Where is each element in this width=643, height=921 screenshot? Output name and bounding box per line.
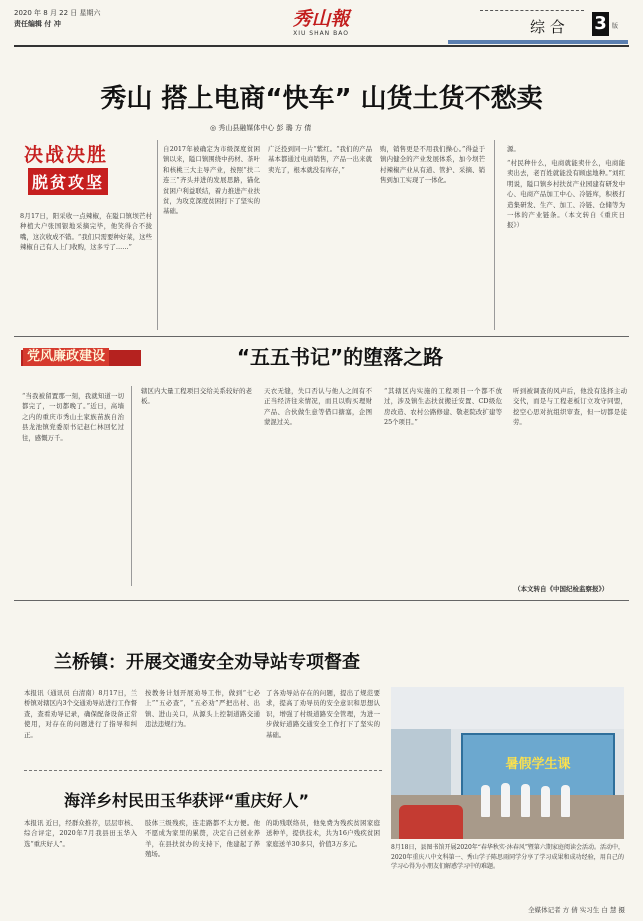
photo-banner-text: 暑假学生课	[505, 757, 571, 772]
lead-col-5-head: 源。	[507, 145, 520, 153]
issue-date: 2020 年 8 月 22 日 星期六	[14, 9, 101, 17]
page-suffix: 版	[612, 23, 619, 30]
second-col-4: “其辖区内实施的工程项目一个都不放过，涉及镇生态扶贫搬迁安置、CD级危房改造、农村公路修建、敬老院改扩建等25个项目。”	[384, 387, 502, 427]
party-tag-label: 党风廉政建设	[23, 348, 109, 366]
second-col-5: 听到被调查的风声后，他没有选择主动交代，而是与工程老板订立攻守同盟，挖空心思对抗组织审查，但一切都是徒劳。	[513, 387, 627, 427]
section-rule	[24, 770, 382, 772]
photo-ceiling	[391, 687, 624, 729]
fourth-col-3: 的助残联络员，他免费为残疾贫困家庭送种羊，提供技术，共为16户残疾贫困家庭送羊30多只，价值3万多元。	[266, 819, 380, 848]
photo-child	[561, 785, 570, 817]
section-rule	[14, 600, 629, 601]
section-name: 综 合	[530, 18, 565, 36]
newspaper-logo	[271, 8, 371, 37]
lead-byline: ◎ 秀山县融媒体中心 彭 璐 方 倩	[210, 124, 312, 132]
third-col-3: 了各劝导站存在的问题，提出了规范要求，提高了劝导员的安全意识和思想认识，增强了村级道路安全管理，为进一步做好道路交通安全工作打下了坚实的基础。	[266, 689, 380, 739]
banner-subtitle: 脱贫攻坚	[28, 168, 108, 195]
lead-col-4: 购，销售更是不用我们操心。”得益于镇内健全的产业发展体系，加今坝芒村辣椒产业从有道、管护、采摘、销售到加工实现了一体化。	[380, 145, 485, 185]
lead-divider	[494, 140, 495, 330]
lead-divider	[157, 140, 158, 330]
photo-credit: 全媒体记者 方 倩 实习生 白 慧 摄	[528, 906, 625, 914]
lead-headline: 秀山 搭上电商“快车” 山货土货不愁卖	[100, 84, 543, 114]
fourth-col-2: 肢体三级残疾，连走路都不太方便。他不愿成为家里的累赘，决定自己创业养羊，在县扶贫办的支持下，他建起了养殖场。	[145, 819, 260, 859]
third-col-2: 按教务计划开展劝导工作，做到“七必上”“五必查”，“五必劝”严把出村、出镇、进山关口，从源头上控制道路交通违法违规行为。	[145, 689, 260, 729]
photo-child	[521, 784, 530, 817]
lead-col-1: 8月17日，阳采收一点辣椒，在隘口镇坝芒村种植大户张国银地采摘完毕，他笑得合不拢嘴，这次收成不错。“我们只需要种好菜，这些辣椒自己有人上门收购，这多亏了……”	[20, 212, 152, 252]
second-source: （本文转自《中国纪检监察报》）	[514, 585, 609, 593]
section-rule	[480, 10, 584, 12]
section-rule	[14, 336, 629, 337]
section-accent-bar	[448, 40, 628, 44]
second-headline: “五五书记”的堕落之路	[236, 345, 444, 369]
third-headline: 兰桥镇：开展交通安全劝导站专项督查	[54, 652, 360, 673]
page-number: 3	[592, 12, 609, 36]
third-col-1: 本报讯（通讯员 白清南）8月17日，兰桥镇对辖区内3个交通劝导站进行工作督查，查看劝导记录，确保配备设备正常使用，对存在的问题进行了指导和纠正。	[24, 689, 137, 739]
photo-audience	[399, 805, 463, 839]
second-col-3: 天衣无缝，失口否认与他人之间有不正当经济往来情况，而且以购买理财产品、合伙做生意等借口搪塞，企图蒙混过关。	[264, 387, 372, 427]
logo-text: 秀山報	[292, 8, 350, 30]
event-photo	[391, 687, 624, 839]
fourth-col-1: 本报讯 近日，经群众推荐，层层审核、综合评定，2020年7月我县田玉华入选“重庆好人”。	[24, 819, 137, 848]
logo-pinyin: XIU SHAN BAO	[293, 30, 349, 37]
masthead-rule	[14, 45, 629, 47]
lead-col-3: 广泛投到同一片“紫红。“我们的产品基本都通过电商销售，产品一出来就卖光了，根本就没有库存，”	[268, 145, 372, 174]
second-col-1: “当我被留置那一刻，我就知道一切都完了，一切都晚了。”近日，高墙之内的重庆市秀山土家族苗族自治县龙池镇党委原书记赵仁林回忆过往，感慨万千。	[22, 392, 124, 442]
banner-title: 决战决胜	[24, 144, 109, 166]
editor-line: 责任编辑 付 冲	[14, 20, 61, 28]
photo-child	[501, 783, 510, 817]
party-tag	[21, 344, 141, 374]
lead-col-5: “村民种什么，电商就能卖什么，电商能卖出去，老百姓就能没有顾虑地种。”刘红明说，隘口镇乡村扶贫产业园建有研发中心、电商产品加工中心、冷链库，积极打造集研发、生产、加工、冷链、仓储等为一体的产业链条。（本文转自《重庆日报》）	[507, 159, 625, 230]
fourth-headline: 海洋乡村民田玉华获评“重庆好人”	[64, 791, 310, 810]
lead-col-2: 自2017年被确定为市级深度贫困镇以来，隘口镇围绕中药材、茶叶和核桃三大主导产业，按照“扶二连三”齐头并进的发展思路，锚化贫困户利益联结，着力推进产业扶贫，为攻克深度贫困打下了坚实的基础。	[163, 145, 260, 216]
photo-caption: 8月18日，县图书馆开展2020年“春华秋实·沐春风”暨第六期家庭阅读会活动。活动中，2020年重庆八中文科第一、秀山学子陈思雨同学分享了学习成果和成功经验，用自己的学习心得为小朋友们解惑学习中的难题。	[391, 844, 624, 871]
second-col-2: 辖区内大量工程项目交给关系较好的老板。	[141, 387, 252, 406]
photo-child	[481, 785, 490, 817]
poverty-banner	[22, 140, 150, 202]
second-divider	[131, 386, 132, 586]
photo-child	[541, 786, 550, 817]
